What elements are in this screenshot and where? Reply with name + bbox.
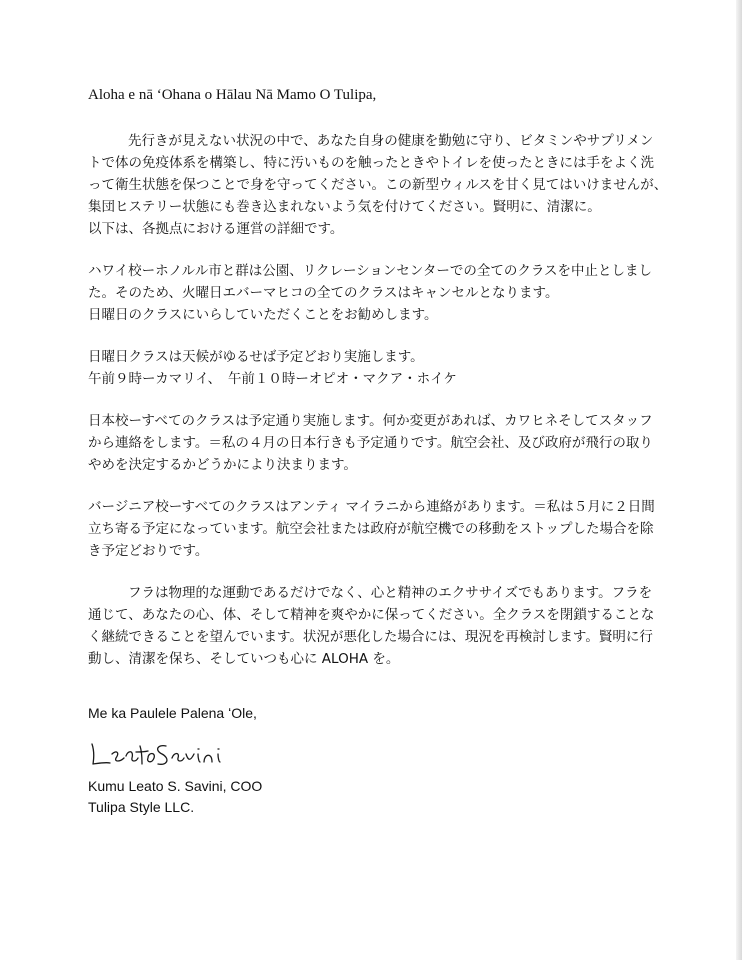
paragraph-line: 集団ヒステリー状態にも巻き込まれないよう気を付けてください。賢明に、清潔に。 (88, 199, 601, 215)
paragraph-virginia (88, 496, 688, 562)
paragraph-line: って衛生状態を保つことで身を守ってください。この新型ウィルスを甘く見てはいけませんが、 (88, 177, 668, 193)
paragraph-japan (88, 410, 688, 476)
paragraph-line: く継続できることを望んでいます。状況が悪化した場合には、現況を再検討します。賢明に行 (88, 629, 653, 645)
paragraph-line: 動し、清潔を保ち、そしていつも心に ALOHA を。 (88, 651, 400, 667)
paragraph-line: やめを決定するかどうかにより決まります。 (88, 457, 357, 473)
paragraph-line: 日本校ーすべてのクラスは予定通り実施します。何か変更があれば、カワヒネそしてスタッフ (88, 413, 653, 429)
paragraph-hula-message (88, 582, 688, 670)
paragraph-line: た。そのため、火曜日エバーマヒコの全てのクラスはキャンセルとなります。 (88, 285, 559, 301)
paragraph-line: フラは物理的な運動であるだけでなく、心と精神のエクササイズでもあります。フラを (128, 585, 653, 601)
letter-body (88, 84, 688, 818)
paragraph-health-advice (88, 130, 688, 240)
paragraph-line: から連絡をします。＝私の４月の日本行きも予定通りです。航空会社、及び政府が飛行の取り (88, 435, 653, 451)
paragraph-line: 午前９時ーカマリイ、 午前１０時ーオピオ・マクア・ホイケ (88, 371, 457, 387)
paragraph-line: き予定どおりです。 (88, 543, 209, 559)
paragraph-line: 通じて、あなたの心、体、そして精神を爽やかに保ってください。全クラスを閉鎖することな (88, 607, 655, 623)
paragraph-line: 日曜日クラスは天候がゆるせば予定どおり実施します。 (88, 349, 424, 365)
company-name: Tulipa Style LLC. (88, 799, 195, 815)
paragraph-line: ハワイ校ーホノルル市と群は公園、リクレーションセンターでの全てのクラスを中止としまし (88, 263, 652, 279)
paragraph-line: 日曜日のクラスにいらしていただくことをお勧めします。 (88, 307, 438, 323)
paragraph-line: 先行きが見えない状況の中で、あなた自身の健康を勤勉に守り、ビタミンやサプリメン (128, 133, 654, 149)
paragraph-line: 立ち寄る予定になっています。航空会社または政府が航空機での移動をストップした場合を除 (88, 521, 654, 537)
paragraph-line: バージニア校ーすべてのクラスはアンティ マイラニから連絡があります。＝私は５月に２日間 (88, 499, 655, 515)
signer-name: Kumu Leato S. Savini, COO (88, 778, 263, 794)
paragraph-line: トで体の免疫体系を構築し、特に汚いものを触ったときやトイレを使ったときには手をよく洗 (88, 155, 655, 171)
salutation: Aloha e nā ʻOhana o Hālau Nā Mamo O Tulipa, (88, 87, 377, 103)
closing-phrase: Me ka Paulele Palena ʻOle, (88, 705, 257, 721)
paragraph-sunday-classes (88, 346, 688, 390)
paragraph-line: 以下は、各拠点における運営の詳細です。 (88, 221, 344, 237)
page-edge-shadow (736, 0, 742, 960)
paragraph-hawaii (88, 260, 688, 326)
handwritten-signature (88, 736, 238, 770)
